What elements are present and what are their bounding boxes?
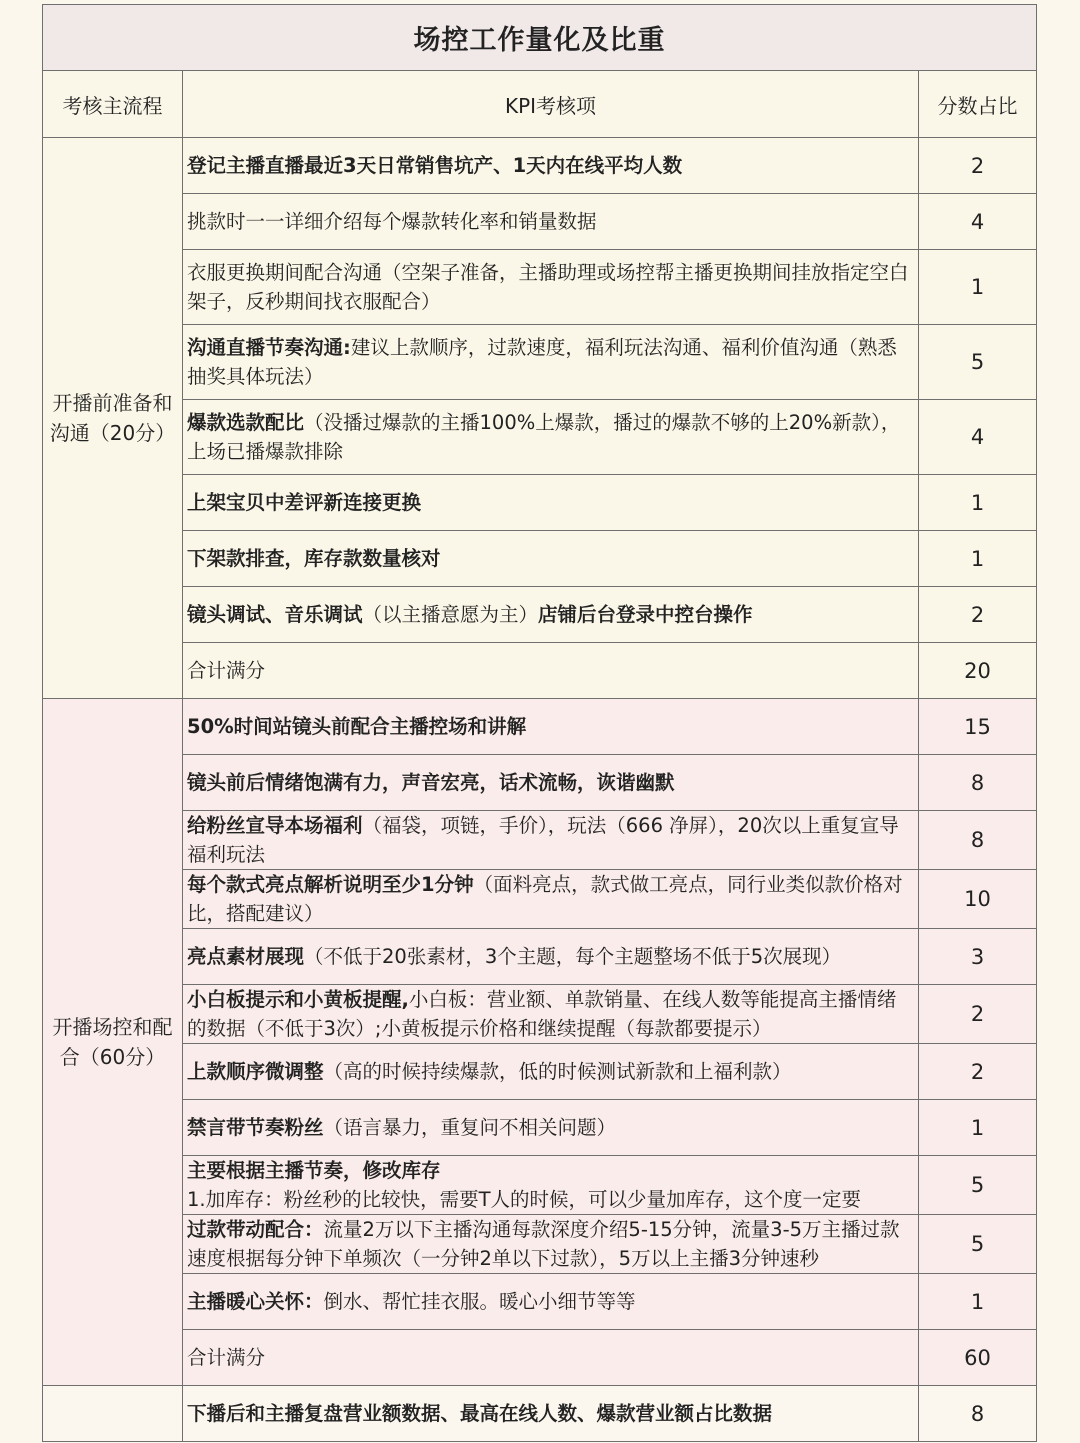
kpi-item: 小白板提示和小黄板提醒,小白板：营业额、单款销量、在线人数等能提高主播情绪的数据（不低于3次）;小黄板提示价格和继续提醒（每款都要提示） — [183, 985, 919, 1044]
score-cell: 3 — [919, 929, 1037, 985]
table-row — [43, 531, 1037, 587]
header-kpi: KPI考核项 — [183, 71, 919, 138]
kpi-table — [42, 4, 1037, 1442]
table-title: 场控工作量化及比重 — [43, 5, 1037, 71]
score-cell: 15 — [919, 699, 1037, 755]
kpi-item: 登记主播直播最近3天日常销售坑产、1天内在线平均人数 — [183, 138, 919, 194]
score-cell: 2 — [919, 587, 1037, 643]
table-row — [43, 811, 1037, 870]
kpi-item: 给粉丝宣导本场福利（福袋，项链，手价），玩法（666 净屏），20次以上重复宣导福利玩法 — [183, 811, 919, 870]
table-row — [43, 929, 1037, 985]
kpi-item: 禁言带节奏粉丝（语言暴力，重复问不相关问题） — [183, 1100, 919, 1156]
score-cell: 8 — [919, 755, 1037, 811]
score-cell: 1 — [919, 475, 1037, 531]
kpi-item: 下架款排查，库存款数量核对 — [183, 531, 919, 587]
table-row — [43, 1274, 1037, 1330]
table-row — [43, 1386, 1037, 1442]
title-row — [43, 5, 1037, 71]
kpi-item: 上款顺序微调整（高的时候持续爆款，低的时候测试新款和上福利款） — [183, 1044, 919, 1100]
kpi-item: 挑款时一一详细介绍每个爆款转化率和销量数据 — [183, 194, 919, 250]
table-row — [43, 587, 1037, 643]
kpi-item: 过款带动配合：流量2万以下主播沟通每款深度介绍5-15分钟，流量3-5万主播过款速度根据每分钟下单频次（一分钟2单以下过款），5万以上主播3分钟速秒 — [183, 1215, 919, 1274]
score-cell: 5 — [919, 325, 1037, 400]
score-cell: 4 — [919, 400, 1037, 475]
subtotal-row — [43, 1330, 1037, 1386]
score-cell: 8 — [919, 811, 1037, 870]
subtotal-score: 60 — [919, 1330, 1037, 1386]
score-cell: 2 — [919, 138, 1037, 194]
subtotal-label: 合计满分 — [183, 1330, 919, 1386]
kpi-item: 衣服更换期间配合沟通（空架子准备，主播助理或场控帮主播更换期间挂放指定空白架子，反秒期间找衣服配合） — [183, 250, 919, 325]
table-row — [43, 985, 1037, 1044]
table-row — [43, 1100, 1037, 1156]
table-row — [43, 870, 1037, 929]
score-cell: 1 — [919, 1274, 1037, 1330]
score-cell: 5 — [919, 1156, 1037, 1215]
kpi-item: 每个款式亮点解析说明至少1分钟（面料亮点，款式做工亮点，同行业类似款价格对比，搭配建议） — [183, 870, 919, 929]
table-row — [43, 194, 1037, 250]
table-row — [43, 699, 1037, 755]
process-cell: 开播前准备和沟通（20分） — [43, 138, 183, 699]
score-cell: 1 — [919, 250, 1037, 325]
table-row — [43, 475, 1037, 531]
kpi-item: 50%时间站镜头前配合主播控场和讲解 — [183, 699, 919, 755]
header-process: 考核主流程 — [43, 71, 183, 138]
score-cell: 2 — [919, 1044, 1037, 1100]
header-score: 分数占比 — [919, 71, 1037, 138]
score-cell: 1 — [919, 531, 1037, 587]
kpi-item: 沟通直播节奏沟通:建议上款顺序，过款速度，福利玩法沟通、福利价值沟通（熟悉抽奖具体玩法） — [183, 325, 919, 400]
table-row — [43, 755, 1037, 811]
kpi-item: 上架宝贝中差评新连接更换 — [183, 475, 919, 531]
process-cell: 开播场控和配合（60分） — [43, 699, 183, 1386]
kpi-item: 亮点素材展现（不低于20张素材，3个主题，每个主题整场不低于5次展现） — [183, 929, 919, 985]
score-cell: 1 — [919, 1100, 1037, 1156]
process-cell — [43, 1386, 183, 1442]
subtotal-label: 合计满分 — [183, 643, 919, 699]
score-cell: 5 — [919, 1215, 1037, 1274]
subtotal-row — [43, 643, 1037, 699]
kpi-item: 镜头前后情绪饱满有力，声音宏亮，话术流畅，诙谐幽默 — [183, 755, 919, 811]
score-cell: 10 — [919, 870, 1037, 929]
kpi-item: 镜头调试、音乐调试（以主播意愿为主）店铺后台登录中控台操作 — [183, 587, 919, 643]
table-row — [43, 325, 1037, 400]
score-cell: 2 — [919, 985, 1037, 1044]
table-row — [43, 400, 1037, 475]
score-cell: 4 — [919, 194, 1037, 250]
table-row — [43, 138, 1037, 194]
table-row — [43, 1156, 1037, 1215]
kpi-item: 主要根据主播节奏，修改库存 1.加库存：粉丝秒的比较快，需要T人的时候，可以少量加库存，这个度一定要 — [183, 1156, 919, 1215]
kpi-item: 爆款选款配比（没播过爆款的主播100%上爆款，播过的爆款不够的上20%新款），上场已播爆款排除 — [183, 400, 919, 475]
header-row — [43, 71, 1037, 138]
table-row — [43, 1215, 1037, 1274]
subtotal-score: 20 — [919, 643, 1037, 699]
table-row — [43, 250, 1037, 325]
kpi-item: 主播暖心关怀：倒水、帮忙挂衣服。暖心小细节等等 — [183, 1274, 919, 1330]
table-row — [43, 1044, 1037, 1100]
kpi-item: 下播后和主播复盘营业额数据、最高在线人数、爆款营业额占比数据 — [183, 1386, 919, 1442]
score-cell: 8 — [919, 1386, 1037, 1442]
